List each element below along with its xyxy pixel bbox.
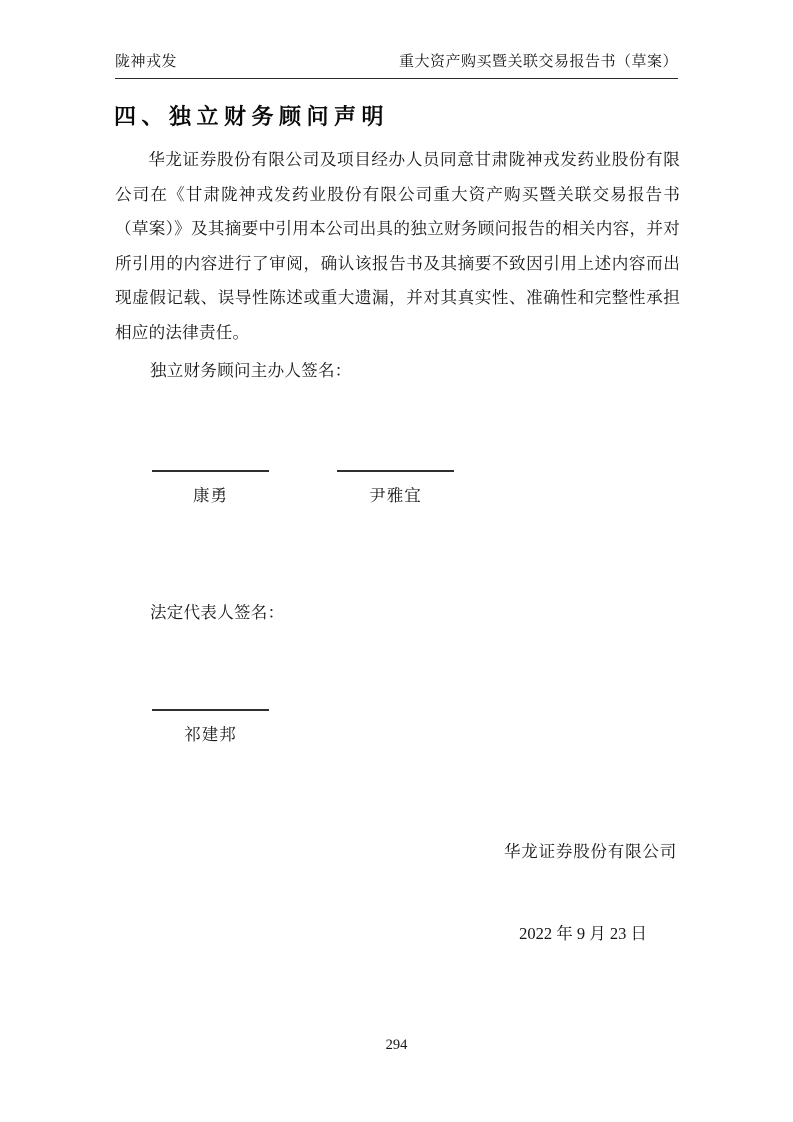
legal-rep-signature-label: 法定代表人签名： — [150, 603, 285, 622]
company-name: 华龙证券股份有限公司 — [504, 842, 677, 861]
report-date: 2022 年 9 月 23 日 — [519, 924, 647, 943]
declaration-paragraph: 华龙证券股份有限公司及项目经办人员同意甘肃陇神戎发药业股份有限公司在《甘肃陇神戎发药业股份有限公司重大资产购买暨关联交易报告书（草案）》及其摘要中引用本公司出具的独立财务顾问报告的相关内容，并对所引用的内容进行了审阅，确认该报告书及其摘要不致因引用上述内容而出现虚假记载、误导性陈述或重大遗漏，并对其真实性、准确性和完整性承担相应的法律责任。 — [115, 150, 680, 342]
sponsor-signature-row — [152, 470, 454, 506]
signer-name: 尹雅宜 — [369, 486, 422, 505]
signer-name: 康勇 — [193, 486, 228, 505]
legal-rep-signature-row — [152, 709, 269, 745]
signature-line-block — [337, 470, 454, 506]
signer-name: 祁建邦 — [184, 725, 237, 744]
header-report-title: 重大资产购买暨关联交易报告书（草案） — [398, 54, 678, 70]
section-title: 四、独立财务顾问声明 — [114, 104, 390, 129]
page-header — [115, 50, 678, 79]
page-number: 294 — [385, 1037, 408, 1053]
signature-line-block — [152, 709, 269, 745]
sponsor-signature-label: 独立财务顾问主办人签名： — [150, 361, 352, 380]
signature-line-block — [152, 470, 269, 506]
header-short-title: 陇神戎发 — [115, 54, 178, 70]
